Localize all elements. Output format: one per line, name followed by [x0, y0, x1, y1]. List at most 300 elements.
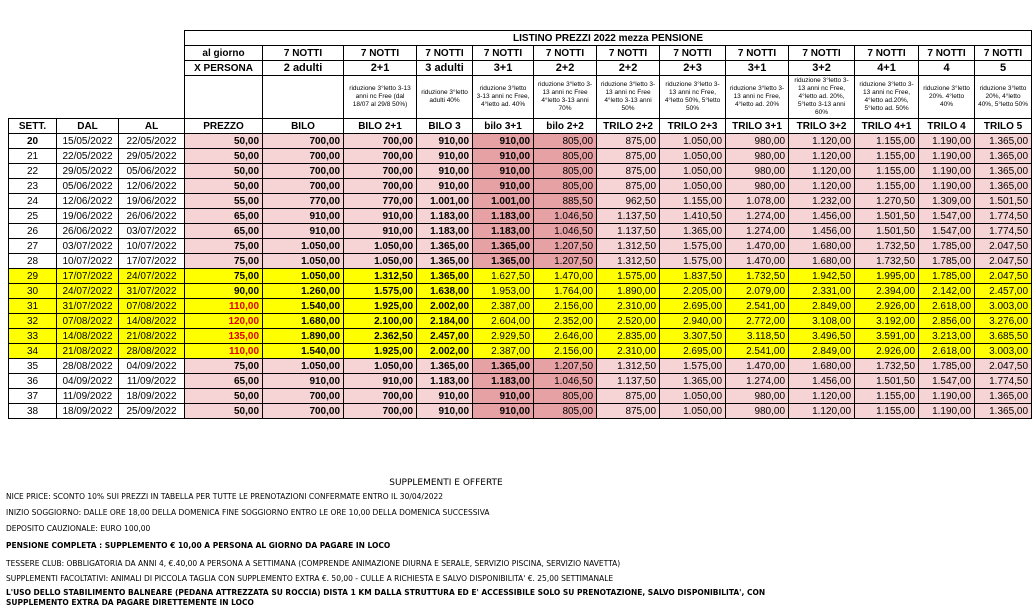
full-board-note: PENSIONE COMPLETA : SUPPLEMENTO € 10,00 A PERSONA AL GIORNO DA PAGARE IN LOCO: [6, 541, 391, 550]
value-cell: 1.312,50: [597, 239, 660, 254]
column-header: BILO 2+1: [344, 119, 417, 134]
value-cell: 1.270,50: [855, 194, 919, 209]
occupancy-header: 3+1: [473, 61, 534, 76]
to-date-cell: 19/06/2022: [119, 194, 185, 209]
value-cell: 2.618,00: [919, 299, 975, 314]
table-row: [9, 179, 1032, 194]
value-cell: 1.764,00: [534, 284, 597, 299]
value-cell: 2.926,00: [855, 299, 919, 314]
occupancy-header: 2 adulti: [263, 61, 344, 76]
value-cell: 1.001,00: [473, 194, 534, 209]
nights-header: 7 NOTTI: [919, 46, 975, 61]
value-cell: 2.520,00: [597, 314, 660, 329]
to-date-cell: 05/06/2022: [119, 164, 185, 179]
value-cell: 1.680,00: [263, 314, 344, 329]
table-row: [9, 389, 1032, 404]
value-cell: 2.457,00: [975, 284, 1032, 299]
table-row: [9, 134, 1032, 149]
value-cell: 1.365,00: [417, 359, 473, 374]
value-cell: 1.274,00: [726, 224, 789, 239]
value-cell: 3.003,00: [975, 299, 1032, 314]
value-cell: 3.496,50: [789, 329, 855, 344]
value-cell: 875,00: [597, 179, 660, 194]
value-cell: 1.785,00: [919, 269, 975, 284]
value-cell: 770,00: [344, 194, 417, 209]
value-cell: 1.575,00: [597, 269, 660, 284]
value-cell: 1.260,00: [263, 284, 344, 299]
to-date-cell: 17/07/2022: [119, 254, 185, 269]
price-cell: 55,00: [185, 194, 263, 209]
table-row: [9, 149, 1032, 164]
week-cell: 27: [9, 239, 57, 254]
value-cell: 2.079,00: [726, 284, 789, 299]
table-row: [9, 314, 1032, 329]
price-cell: 65,00: [185, 209, 263, 224]
occupancy-header: 4+1: [855, 61, 919, 76]
value-cell: 1.365,00: [473, 359, 534, 374]
to-date-cell: 14/08/2022: [119, 314, 185, 329]
nights-header: 7 NOTTI: [597, 46, 660, 61]
value-cell: 700,00: [263, 179, 344, 194]
value-cell: 1.365,00: [975, 149, 1032, 164]
price-list-title: LISTINO PREZZI 2022 mezza PENSIONE: [185, 31, 1032, 46]
column-header: BILO: [263, 119, 344, 134]
from-date-cell: 11/09/2022: [57, 389, 119, 404]
nights-header: 7 NOTTI: [534, 46, 597, 61]
week-cell: 36: [9, 374, 57, 389]
value-cell: 1.953,00: [473, 284, 534, 299]
value-cell: 1.365,00: [417, 239, 473, 254]
discount-note: riduzione 3°letto 20%. 4°letto 40%: [919, 76, 975, 119]
value-cell: 2.772,00: [726, 314, 789, 329]
value-cell: 3.307,50: [660, 329, 726, 344]
nights-header: 7 NOTTI: [975, 46, 1032, 61]
from-date-cell: 19/06/2022: [57, 209, 119, 224]
occupancy-header: 2+2: [534, 61, 597, 76]
value-cell: 980,00: [726, 164, 789, 179]
occupancy-header: 2+3: [660, 61, 726, 76]
column-header: TRILO 5: [975, 119, 1032, 134]
value-cell: 980,00: [726, 179, 789, 194]
value-cell: 2.310,00: [597, 299, 660, 314]
club-card-note: TESSERE CLUB: OBBLIGATORIA DA ANNI 4, €.40,00 A PERSONA A SETTIMANA (COMPRENDE ANIMAZIONE DIURNA E SERALE, SERVIZIO PISCINA, SERVIZIO NAVETTA): [6, 559, 621, 568]
column-header: TRILO 3+2: [789, 119, 855, 134]
value-cell: 3.685,50: [975, 329, 1032, 344]
price-table: [8, 30, 1032, 419]
value-cell: 1.183,00: [473, 224, 534, 239]
price-cell: 75,00: [185, 269, 263, 284]
to-date-cell: 31/07/2022: [119, 284, 185, 299]
value-cell: 1.547,00: [919, 374, 975, 389]
from-date-cell: 29/05/2022: [57, 164, 119, 179]
value-cell: 910,00: [473, 164, 534, 179]
table-row: [9, 359, 1032, 374]
week-cell: 23: [9, 179, 57, 194]
value-cell: 1.137,50: [597, 209, 660, 224]
table-row: [9, 224, 1032, 239]
table-row: [9, 239, 1032, 254]
value-cell: 1.120,00: [789, 149, 855, 164]
value-cell: 1.155,00: [855, 389, 919, 404]
from-date-cell: 28/08/2022: [57, 359, 119, 374]
value-cell: 1.050,00: [660, 164, 726, 179]
column-header: DAL: [57, 119, 119, 134]
value-cell: 1.732,50: [726, 269, 789, 284]
value-cell: 910,00: [344, 224, 417, 239]
value-cell: 2.156,00: [534, 344, 597, 359]
value-cell: 1.774,50: [975, 224, 1032, 239]
value-cell: 910,00: [417, 404, 473, 419]
week-cell: 22: [9, 164, 57, 179]
value-cell: 2.184,00: [417, 314, 473, 329]
value-cell: 1.183,00: [417, 224, 473, 239]
week-cell: 26: [9, 224, 57, 239]
value-cell: 2.047,50: [975, 269, 1032, 284]
value-cell: 2.457,00: [417, 329, 473, 344]
value-cell: 805,00: [534, 404, 597, 419]
value-cell: 1.365,00: [660, 224, 726, 239]
value-cell: 1.207,50: [534, 239, 597, 254]
value-cell: 910,00: [473, 149, 534, 164]
value-cell: 1.365,00: [975, 134, 1032, 149]
value-cell: 1.183,00: [473, 374, 534, 389]
value-cell: 1.837,50: [660, 269, 726, 284]
value-cell: 1.575,00: [344, 284, 417, 299]
price-cell: 65,00: [185, 374, 263, 389]
price-cell: 90,00: [185, 284, 263, 299]
value-cell: 910,00: [473, 389, 534, 404]
from-date-cell: 05/06/2022: [57, 179, 119, 194]
value-cell: 1.890,00: [597, 284, 660, 299]
value-cell: 1.050,00: [263, 254, 344, 269]
value-cell: 2.156,00: [534, 299, 597, 314]
value-cell: 2.387,00: [473, 344, 534, 359]
from-date-cell: 07/08/2022: [57, 314, 119, 329]
value-cell: 805,00: [534, 164, 597, 179]
value-cell: 1.365,00: [975, 389, 1032, 404]
value-cell: 700,00: [263, 149, 344, 164]
value-cell: 1.309,00: [919, 194, 975, 209]
discount-note: riduzione 3°letto 3-13 anni nc Free, 4°letto ad. 20%, 5°letto 3-13 anni 60%: [789, 76, 855, 119]
value-cell: 1.470,00: [534, 269, 597, 284]
value-cell: 770,00: [263, 194, 344, 209]
from-date-cell: 12/06/2022: [57, 194, 119, 209]
value-cell: 1.995,00: [855, 269, 919, 284]
value-cell: 700,00: [344, 389, 417, 404]
discount-note: riduzione 3°letto 3-13 anni nc Free, 4°letto 50%, 5°letto 50%: [660, 76, 726, 119]
value-cell: 1.232,00: [789, 194, 855, 209]
column-header: AL: [119, 119, 185, 134]
value-cell: 910,00: [417, 179, 473, 194]
value-cell: 3.213,00: [919, 329, 975, 344]
value-cell: 910,00: [417, 164, 473, 179]
value-cell: 1.046,50: [534, 209, 597, 224]
value-cell: 805,00: [534, 134, 597, 149]
price-cell: 50,00: [185, 134, 263, 149]
occupancy-header: 2+1: [344, 61, 417, 76]
to-date-cell: 26/06/2022: [119, 209, 185, 224]
column-header: SETT.: [9, 119, 57, 134]
to-date-cell: 28/08/2022: [119, 344, 185, 359]
table-row: [9, 164, 1032, 179]
to-date-cell: 18/09/2022: [119, 389, 185, 404]
value-cell: 1.183,00: [473, 209, 534, 224]
column-header: bilo 2+2: [534, 119, 597, 134]
value-cell: 2.387,00: [473, 299, 534, 314]
table-row: [9, 284, 1032, 299]
value-cell: 1.732,50: [855, 239, 919, 254]
value-cell: 1.050,00: [263, 269, 344, 284]
value-cell: 1.785,00: [919, 359, 975, 374]
value-cell: 3.108,00: [789, 314, 855, 329]
value-cell: 1.274,00: [726, 374, 789, 389]
table-row: [9, 404, 1032, 419]
value-cell: 1.456,00: [789, 374, 855, 389]
column-header: TRILO 3+1: [726, 119, 789, 134]
price-cell: 50,00: [185, 179, 263, 194]
value-cell: 1.001,00: [417, 194, 473, 209]
value-cell: 875,00: [597, 389, 660, 404]
value-cell: 700,00: [344, 179, 417, 194]
value-cell: 1.120,00: [789, 179, 855, 194]
value-cell: 1.120,00: [789, 404, 855, 419]
value-cell: 700,00: [344, 404, 417, 419]
nights-header: 7 NOTTI: [344, 46, 417, 61]
value-cell: 1.155,00: [660, 194, 726, 209]
value-cell: 1.890,00: [263, 329, 344, 344]
value-cell: 885,50: [534, 194, 597, 209]
value-cell: 875,00: [597, 134, 660, 149]
value-cell: 910,00: [263, 224, 344, 239]
value-cell: 1.155,00: [855, 164, 919, 179]
price-cell: 110,00: [185, 344, 263, 359]
nights-header: 7 NOTTI: [660, 46, 726, 61]
to-date-cell: 24/07/2022: [119, 269, 185, 284]
value-cell: 1.312,50: [597, 359, 660, 374]
value-cell: 1.078,00: [726, 194, 789, 209]
value-cell: 1.365,00: [417, 269, 473, 284]
value-cell: 2.835,00: [597, 329, 660, 344]
value-cell: 875,00: [597, 404, 660, 419]
supplements-heading: SUPPLEMENTI E OFFERTE: [389, 478, 503, 488]
week-cell: 21: [9, 149, 57, 164]
value-cell: 1.732,50: [855, 359, 919, 374]
discount-note: [185, 76, 263, 119]
occupancy-header: X PERSONA: [185, 61, 263, 76]
value-cell: 2.331,00: [789, 284, 855, 299]
nice-price-note: NICE PRICE: SCONTO 10% SUI PREZZI IN TABELLA PER TUTTE LE PRENOTAZIONI CONFERMATE ENTRO IL 30/04/2022: [6, 492, 444, 501]
discount-note: riduzione 3°letto 3-13 anni nc Free, 4°letto ad. 40%: [473, 76, 534, 119]
occupancy-header: 3+1: [726, 61, 789, 76]
value-cell: 2.100,00: [344, 314, 417, 329]
value-cell: 2.002,00: [417, 344, 473, 359]
value-cell: 1.540,00: [263, 299, 344, 314]
value-cell: 1.501,50: [855, 224, 919, 239]
occupancy-header: 3+2: [789, 61, 855, 76]
value-cell: 962,50: [597, 194, 660, 209]
from-date-cell: 15/05/2022: [57, 134, 119, 149]
price-cell: 75,00: [185, 239, 263, 254]
value-cell: 3.118,50: [726, 329, 789, 344]
value-cell: 910,00: [417, 389, 473, 404]
value-cell: 700,00: [344, 149, 417, 164]
from-date-cell: 26/06/2022: [57, 224, 119, 239]
to-date-cell: 11/09/2022: [119, 374, 185, 389]
nights-header: al giorno: [185, 46, 263, 61]
week-cell: 32: [9, 314, 57, 329]
from-date-cell: 03/07/2022: [57, 239, 119, 254]
value-cell: 1.137,50: [597, 224, 660, 239]
price-cell: 50,00: [185, 389, 263, 404]
occupancy-header: 3 adulti: [417, 61, 473, 76]
value-cell: 700,00: [344, 164, 417, 179]
table-row: [9, 194, 1032, 209]
value-cell: 2.362,50: [344, 329, 417, 344]
check-in-note: INIZIO SOGGIORNO: DALLE ORE 18,00 DELLA DOMENICA FINE SOGGIORNO ENTRO LE ORE 10,00 DELLA DOMENICA SUCCESSIVA: [6, 508, 490, 517]
value-cell: 1.680,00: [789, 359, 855, 374]
deposit-note: DEPOSITO CAUZIONALE: EURO 100,00: [6, 524, 151, 533]
value-cell: 1.575,00: [660, 254, 726, 269]
discount-note: riduzione 3°letto 3-13 anni nc Free 4°letto 3-13 anni 70%: [534, 76, 597, 119]
value-cell: 1.190,00: [919, 389, 975, 404]
nights-header: 7 NOTTI: [855, 46, 919, 61]
value-cell: 1.120,00: [789, 164, 855, 179]
value-cell: 1.540,00: [263, 344, 344, 359]
price-cell: 120,00: [185, 314, 263, 329]
value-cell: 980,00: [726, 149, 789, 164]
nights-header: 7 NOTTI: [789, 46, 855, 61]
value-cell: 1.046,50: [534, 224, 597, 239]
value-cell: 3.003,00: [975, 344, 1032, 359]
value-cell: 1.190,00: [919, 179, 975, 194]
price-cell: 50,00: [185, 404, 263, 419]
optional-supplements-note: SUPPLEMENTI FACOLTATIVI: ANIMALI DI PICCOLA TAGLIA CON SUPPLEMENTO EXTRA €. 50,00 - CULLE A RICHIESTA E SALVO DISPONIBILITA' €. 25,00 SETTIMANALE: [6, 574, 614, 583]
value-cell: 980,00: [726, 389, 789, 404]
column-header: TRILO 2+2: [597, 119, 660, 134]
discount-note: riduzione 3°letto 3-13 anni nc Free (dal 18/07 al 29/8 50%): [344, 76, 417, 119]
value-cell: 1.470,00: [726, 239, 789, 254]
value-cell: 1.050,00: [660, 134, 726, 149]
occupancy-header: 5: [975, 61, 1032, 76]
value-cell: 1.365,00: [975, 404, 1032, 419]
value-cell: 1.732,50: [855, 254, 919, 269]
discount-note: riduzione 3°letto 3-13 anni nc Free, 4°letto ad.20%, 5°letto ad. 50%: [855, 76, 919, 119]
from-date-cell: 31/07/2022: [57, 299, 119, 314]
to-date-cell: 22/05/2022: [119, 134, 185, 149]
discount-note: riduzione 3°letto 3-13 anni nc Free 4°letto 3-13 anni 50%: [597, 76, 660, 119]
column-header: TRILO 4: [919, 119, 975, 134]
value-cell: 980,00: [726, 404, 789, 419]
value-cell: 1.312,50: [344, 269, 417, 284]
value-cell: 1.547,00: [919, 209, 975, 224]
value-cell: 1.207,50: [534, 359, 597, 374]
value-cell: 2.002,00: [417, 299, 473, 314]
price-cell: 75,00: [185, 254, 263, 269]
to-date-cell: 21/08/2022: [119, 329, 185, 344]
week-cell: 25: [9, 209, 57, 224]
value-cell: 2.541,00: [726, 299, 789, 314]
value-cell: 700,00: [344, 134, 417, 149]
value-cell: 2.047,50: [975, 359, 1032, 374]
value-cell: 3.591,00: [855, 329, 919, 344]
value-cell: 1.925,00: [344, 299, 417, 314]
value-cell: 1.050,00: [344, 239, 417, 254]
week-cell: 24: [9, 194, 57, 209]
value-cell: 2.695,00: [660, 344, 726, 359]
value-cell: 805,00: [534, 179, 597, 194]
value-cell: 3.192,00: [855, 314, 919, 329]
value-cell: 1.190,00: [919, 149, 975, 164]
value-cell: 1.183,00: [417, 209, 473, 224]
value-cell: 805,00: [534, 389, 597, 404]
week-cell: 31: [9, 299, 57, 314]
to-date-cell: 25/09/2022: [119, 404, 185, 419]
value-cell: 910,00: [473, 179, 534, 194]
value-cell: 1.155,00: [855, 404, 919, 419]
value-cell: 2.310,00: [597, 344, 660, 359]
value-cell: 2.604,00: [473, 314, 534, 329]
value-cell: 1.050,00: [660, 389, 726, 404]
value-cell: 1.155,00: [855, 179, 919, 194]
to-date-cell: 12/06/2022: [119, 179, 185, 194]
beach-note: L'USO DELLO STABILIMENTO BALNEARE (PEDANA ATTREZZATA SU ROCCIA) DISTA 1 KM DALLA STRUTTURA ED E' ACCESSIBILE SOLO SU PRENOTAZIONE, SALVO DISPONIBILITA', CON SUPPLEMENTO EXTRA DA PAGARE DIRETTEMENTE IN LOCO: [6, 588, 766, 607]
value-cell: 910,00: [344, 209, 417, 224]
value-cell: 1.190,00: [919, 134, 975, 149]
column-header: bilo 3+1: [473, 119, 534, 134]
discount-note: riduzione 3°letto 20%, 4°letto 40%, 5°letto 50%: [975, 76, 1032, 119]
week-cell: 38: [9, 404, 57, 419]
value-cell: 2.695,00: [660, 299, 726, 314]
from-date-cell: 17/07/2022: [57, 269, 119, 284]
to-date-cell: 29/05/2022: [119, 149, 185, 164]
value-cell: 1.155,00: [855, 134, 919, 149]
from-date-cell: 22/05/2022: [57, 149, 119, 164]
to-date-cell: 03/07/2022: [119, 224, 185, 239]
value-cell: 1.183,00: [417, 374, 473, 389]
value-cell: 1.501,50: [855, 209, 919, 224]
value-cell: 1.638,00: [417, 284, 473, 299]
occupancy-header: 2+2: [597, 61, 660, 76]
value-cell: 910,00: [417, 134, 473, 149]
week-cell: 37: [9, 389, 57, 404]
table-row: [9, 329, 1032, 344]
value-cell: 2.618,00: [919, 344, 975, 359]
table-row: [9, 254, 1032, 269]
value-cell: 875,00: [597, 164, 660, 179]
value-cell: 2.047,50: [975, 254, 1032, 269]
nights-header: 7 NOTTI: [417, 46, 473, 61]
value-cell: 1.050,00: [344, 254, 417, 269]
column-header: TRILO 4+1: [855, 119, 919, 134]
value-cell: 1.470,00: [726, 359, 789, 374]
value-cell: 1.365,00: [473, 254, 534, 269]
value-cell: 700,00: [263, 164, 344, 179]
value-cell: 1.190,00: [919, 404, 975, 419]
occupancy-header: 4: [919, 61, 975, 76]
value-cell: 1.456,00: [789, 224, 855, 239]
value-cell: 1.120,00: [789, 389, 855, 404]
value-cell: 1.774,50: [975, 209, 1032, 224]
nights-header: 7 NOTTI: [473, 46, 534, 61]
value-cell: 1.680,00: [789, 239, 855, 254]
value-cell: 2.849,00: [789, 344, 855, 359]
value-cell: 1.575,00: [660, 239, 726, 254]
value-cell: 910,00: [344, 374, 417, 389]
value-cell: 1.680,00: [789, 254, 855, 269]
value-cell: 2.929,50: [473, 329, 534, 344]
value-cell: 875,00: [597, 149, 660, 164]
to-date-cell: 04/09/2022: [119, 359, 185, 374]
